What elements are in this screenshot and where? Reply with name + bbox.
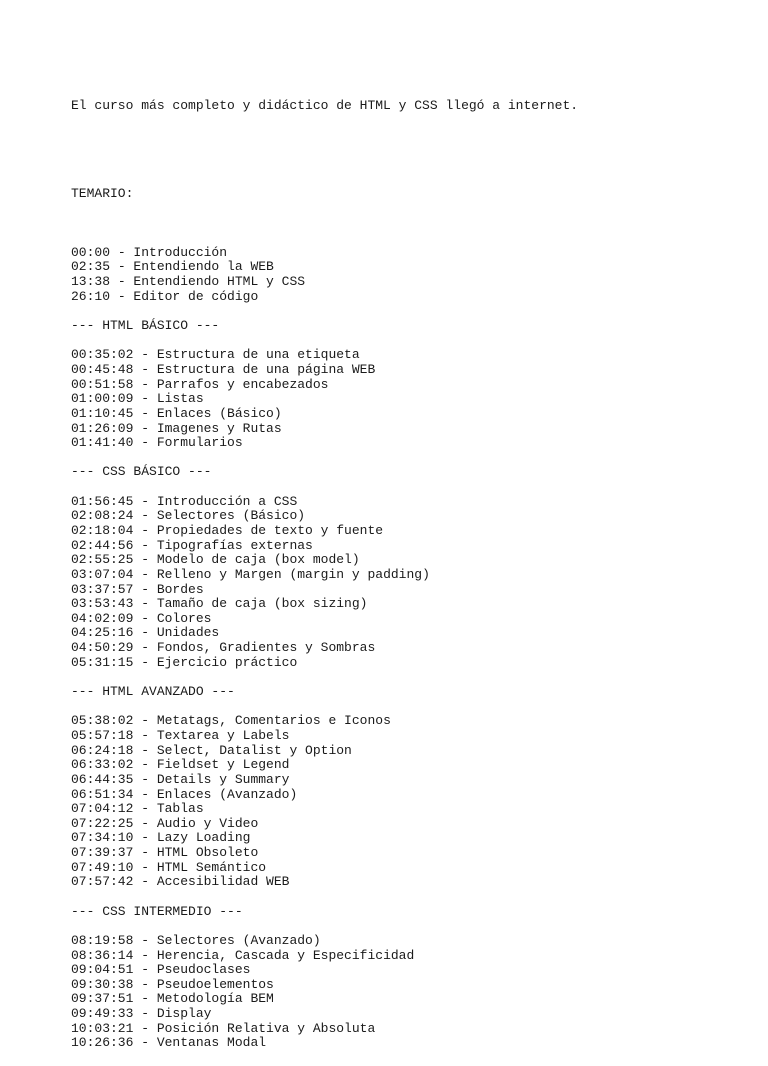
- syllabus-entry: [71, 392, 751, 407]
- syllabus-section: [71, 451, 751, 671]
- entry-timestamp: 02:35: [71, 259, 111, 275]
- entry-separator: [133, 977, 156, 992]
- entry-separator: [133, 757, 156, 772]
- entry-timestamp: 26:10: [71, 288, 111, 304]
- syllabus-entry: [71, 495, 751, 510]
- entry-separator: [133, 494, 156, 509]
- entry-separator: [133, 611, 156, 626]
- syllabus-entry: [71, 729, 751, 744]
- entry-separator: [133, 1021, 156, 1036]
- entry-timestamp: 06:24:18: [71, 742, 134, 758]
- entry-separator: [133, 347, 156, 362]
- entry-title: Fieldset y Legend: [156, 757, 290, 773]
- entry-separator: [133, 933, 156, 948]
- syllabus-section: [71, 231, 751, 304]
- entry-timestamp: 02:08:24: [71, 508, 134, 524]
- syllabus-entry: [71, 773, 751, 788]
- entry-timestamp: 08:36:14: [71, 947, 134, 963]
- syllabus-entry: [71, 744, 751, 759]
- entry-separator: [133, 860, 156, 875]
- entry-timestamp: 04:02:09: [71, 610, 134, 626]
- entry-separator: [133, 787, 156, 802]
- entry-separator: [133, 508, 156, 523]
- spacer: [71, 480, 751, 495]
- entry-timestamp: 07:04:12: [71, 801, 134, 817]
- entry-timestamp: 07:39:37: [71, 845, 134, 861]
- entry-title: Fondos, Gradientes y Sombras: [156, 640, 376, 656]
- entry-separator: [133, 801, 156, 816]
- entry-separator: [133, 523, 156, 538]
- entry-separator: [133, 830, 156, 845]
- entry-separator: [110, 274, 133, 289]
- entry-timestamp: 05:31:15: [71, 654, 134, 670]
- entry-title: Display: [156, 1006, 212, 1022]
- entry-separator: [133, 845, 156, 860]
- entry-timestamp: 00:35:02: [71, 347, 134, 363]
- syllabus-entry: [71, 641, 751, 656]
- syllabus-entry: [71, 831, 751, 846]
- spacer: [71, 890, 751, 905]
- entry-separator: [133, 713, 156, 728]
- entry-title: Entendiendo la WEB: [133, 259, 274, 275]
- entry-separator: [133, 655, 156, 670]
- entry-timestamp: 00:45:48: [71, 361, 134, 377]
- entry-title: Details y Summary: [156, 771, 290, 787]
- entry-separator: [133, 435, 156, 450]
- entry-timestamp: 03:07:04: [71, 566, 134, 582]
- entry-title: Tipografías externas: [156, 537, 313, 553]
- intro-text: El curso más completo y didáctico de HTML y CSS llegó a internet.: [71, 98, 579, 114]
- spacer: [71, 304, 751, 319]
- syllabus-section: [71, 890, 751, 1051]
- entry-timestamp: 03:53:43: [71, 596, 134, 612]
- syllabus-entry: [71, 992, 751, 1007]
- syllabus-entry: [71, 714, 751, 729]
- entry-separator: [133, 377, 156, 392]
- entry-separator: [133, 625, 156, 640]
- syllabus-entry: [71, 539, 751, 554]
- section-heading: --- HTML AVANZADO ---: [71, 684, 235, 700]
- syllabus-section: [71, 304, 751, 450]
- entry-timestamp: 13:38: [71, 274, 111, 290]
- syllabus-entry: [71, 290, 751, 305]
- entry-title: Relleno y Margen (margin y padding): [156, 566, 430, 582]
- syllabus-entry: [71, 626, 751, 641]
- syllabus-entry: [71, 422, 751, 437]
- entry-timestamp: 01:26:09: [71, 420, 134, 436]
- entry-separator: [133, 421, 156, 436]
- entry-title: HTML Obsoleto: [156, 845, 259, 861]
- syllabus-entry: [71, 597, 751, 612]
- entry-title: Metodología BEM: [156, 991, 274, 1007]
- syllabus-entry: [71, 934, 751, 949]
- syllabus-entry: [71, 1007, 751, 1022]
- entry-separator: [133, 640, 156, 655]
- syllabus-entry: [71, 407, 751, 422]
- entry-timestamp: 06:51:34: [71, 786, 134, 802]
- entry-separator: [133, 552, 156, 567]
- entry-title: Formularios: [156, 435, 243, 451]
- entry-timestamp: 06:33:02: [71, 757, 134, 773]
- entry-title: Listas: [156, 391, 204, 407]
- entry-timestamp: 00:00: [71, 244, 111, 260]
- entry-timestamp: 01:41:40: [71, 435, 134, 451]
- syllabus-entry: [71, 348, 751, 363]
- entry-title: Posición Relativa y Absoluta: [156, 1020, 376, 1036]
- entry-title: Introducción a CSS: [156, 493, 298, 509]
- entry-separator: [133, 962, 156, 977]
- spacer: [71, 231, 751, 246]
- syllabus-entry: [71, 656, 751, 671]
- section-heading: --- CSS BÁSICO ---: [71, 464, 212, 480]
- entry-title: Audio y Video: [156, 815, 259, 831]
- entry-separator: [133, 772, 156, 787]
- entry-separator: [133, 567, 156, 582]
- syllabus-entry: [71, 788, 751, 803]
- spacer: [71, 334, 751, 349]
- syllabus-entry: [71, 1036, 751, 1051]
- entry-title: Tablas: [156, 801, 204, 817]
- syllabus-entry: [71, 436, 751, 451]
- entry-separator: [110, 245, 133, 260]
- entry-separator: [110, 259, 133, 274]
- entry-title: Bordes: [156, 581, 204, 597]
- section-heading: --- CSS INTERMEDIO ---: [71, 903, 243, 919]
- entry-title: Parrafos y encabezados: [156, 376, 329, 392]
- entry-timestamp: 05:38:02: [71, 713, 134, 729]
- entry-timestamp: 00:51:58: [71, 376, 134, 392]
- entry-title: Ventanas Modal: [156, 1035, 267, 1051]
- entry-timestamp: 02:55:25: [71, 552, 134, 568]
- entry-timestamp: 07:57:42: [71, 874, 134, 890]
- entry-timestamp: 06:44:35: [71, 771, 134, 787]
- spacer: [71, 670, 751, 685]
- spacer: [71, 451, 751, 466]
- syllabus-entry: [71, 861, 751, 876]
- syllabus-entry: [71, 875, 751, 890]
- entry-title: Entendiendo HTML y CSS: [133, 274, 306, 290]
- entry-title: Enlaces (Básico): [156, 405, 282, 421]
- spacer: [71, 143, 751, 158]
- entry-separator: [133, 948, 156, 963]
- entry-timestamp: 01:00:09: [71, 391, 134, 407]
- entry-title: Select, Datalist y Option: [156, 742, 352, 758]
- syllabus-entry: [71, 275, 751, 290]
- entry-separator: [133, 406, 156, 421]
- syllabus-entry: [71, 612, 751, 627]
- entry-separator: [133, 1035, 156, 1050]
- entry-timestamp: 08:19:58: [71, 932, 134, 948]
- entry-title: Enlaces (Avanzado): [156, 786, 298, 802]
- entry-timestamp: 03:37:57: [71, 581, 134, 597]
- entry-title: Tamaño de caja (box sizing): [156, 596, 368, 612]
- entry-separator: [133, 362, 156, 377]
- syllabus-entry: [71, 978, 751, 993]
- entry-separator: [133, 991, 156, 1006]
- spacer: [71, 919, 751, 934]
- entry-title: Lazy Loading: [156, 830, 251, 846]
- entry-timestamp: 04:50:29: [71, 640, 134, 656]
- entry-separator: [133, 1006, 156, 1021]
- syllabus-section: [71, 670, 751, 890]
- entry-title: Selectores (Avanzado): [156, 932, 321, 948]
- entry-timestamp: 02:18:04: [71, 522, 134, 538]
- entry-title: Imagenes y Rutas: [156, 420, 282, 436]
- entry-title: Accesibilidad WEB: [156, 874, 290, 890]
- entry-title: Textarea y Labels: [156, 727, 290, 743]
- syllabus-entry: [71, 378, 751, 393]
- syllabus-entry: [71, 963, 751, 978]
- syllabus-entry: [71, 363, 751, 378]
- syllabus-entry: [71, 524, 751, 539]
- syllabus: [71, 231, 751, 1051]
- syllabus-entry: [71, 260, 751, 275]
- entry-title: Modelo de caja (box model): [156, 552, 360, 568]
- syllabus-entry: [71, 802, 751, 817]
- entry-title: Colores: [156, 610, 212, 626]
- temario-label: TEMARIO:: [71, 186, 134, 202]
- section-heading: --- HTML BÁSICO ---: [71, 318, 220, 334]
- entry-timestamp: 09:37:51: [71, 991, 134, 1007]
- syllabus-entry: [71, 846, 751, 861]
- spacer: [71, 700, 751, 715]
- entry-timestamp: 02:44:56: [71, 537, 134, 553]
- entry-title: Propiedades de texto y fuente: [156, 522, 384, 538]
- entry-title: Introducción: [133, 244, 228, 260]
- entry-separator: [133, 391, 156, 406]
- entry-separator: [133, 582, 156, 597]
- entry-timestamp: 04:25:16: [71, 625, 134, 641]
- entry-title: Pseudoclases: [156, 962, 251, 978]
- entry-separator: [133, 596, 156, 611]
- entry-title: Editor de código: [133, 288, 259, 304]
- syllabus-entry: [71, 949, 751, 964]
- entry-title: Unidades: [156, 625, 220, 641]
- entry-timestamp: 10:26:36: [71, 1035, 134, 1051]
- syllabus-entry: [71, 568, 751, 583]
- entry-title: Pseudoelementos: [156, 976, 274, 992]
- syllabus-entry: [71, 553, 751, 568]
- entry-timestamp: 09:49:33: [71, 1006, 134, 1022]
- entry-timestamp: 07:22:25: [71, 815, 134, 831]
- entry-timestamp: 07:34:10: [71, 830, 134, 846]
- entry-separator: [133, 538, 156, 553]
- entry-title: Metatags, Comentarios e Iconos: [156, 713, 391, 729]
- entry-timestamp: 01:10:45: [71, 405, 134, 421]
- entry-title: Herencia, Cascada y Especificidad: [156, 947, 415, 963]
- entry-timestamp: 10:03:21: [71, 1020, 134, 1036]
- entry-title: Estructura de una etiqueta: [156, 347, 360, 363]
- entry-separator: [133, 728, 156, 743]
- document-page: [71, 70, 751, 1066]
- entry-title: Estructura de una página WEB: [156, 361, 376, 377]
- entry-timestamp: 07:49:10: [71, 859, 134, 875]
- entry-title: Ejercicio práctico: [156, 654, 298, 670]
- syllabus-entry: [71, 509, 751, 524]
- entry-separator: [133, 816, 156, 831]
- entry-title: HTML Semántico: [156, 859, 267, 875]
- entry-separator: [133, 874, 156, 889]
- entry-separator: [133, 743, 156, 758]
- syllabus-entry: [71, 583, 751, 598]
- syllabus-entry: [71, 817, 751, 832]
- entry-separator: [110, 289, 133, 304]
- entry-timestamp: 01:56:45: [71, 493, 134, 509]
- entry-timestamp: 09:30:38: [71, 976, 134, 992]
- entry-title: Selectores (Básico): [156, 508, 306, 524]
- syllabus-entry: [71, 758, 751, 773]
- entry-timestamp: 05:57:18: [71, 727, 134, 743]
- syllabus-entry: [71, 246, 751, 261]
- entry-timestamp: 09:04:51: [71, 962, 134, 978]
